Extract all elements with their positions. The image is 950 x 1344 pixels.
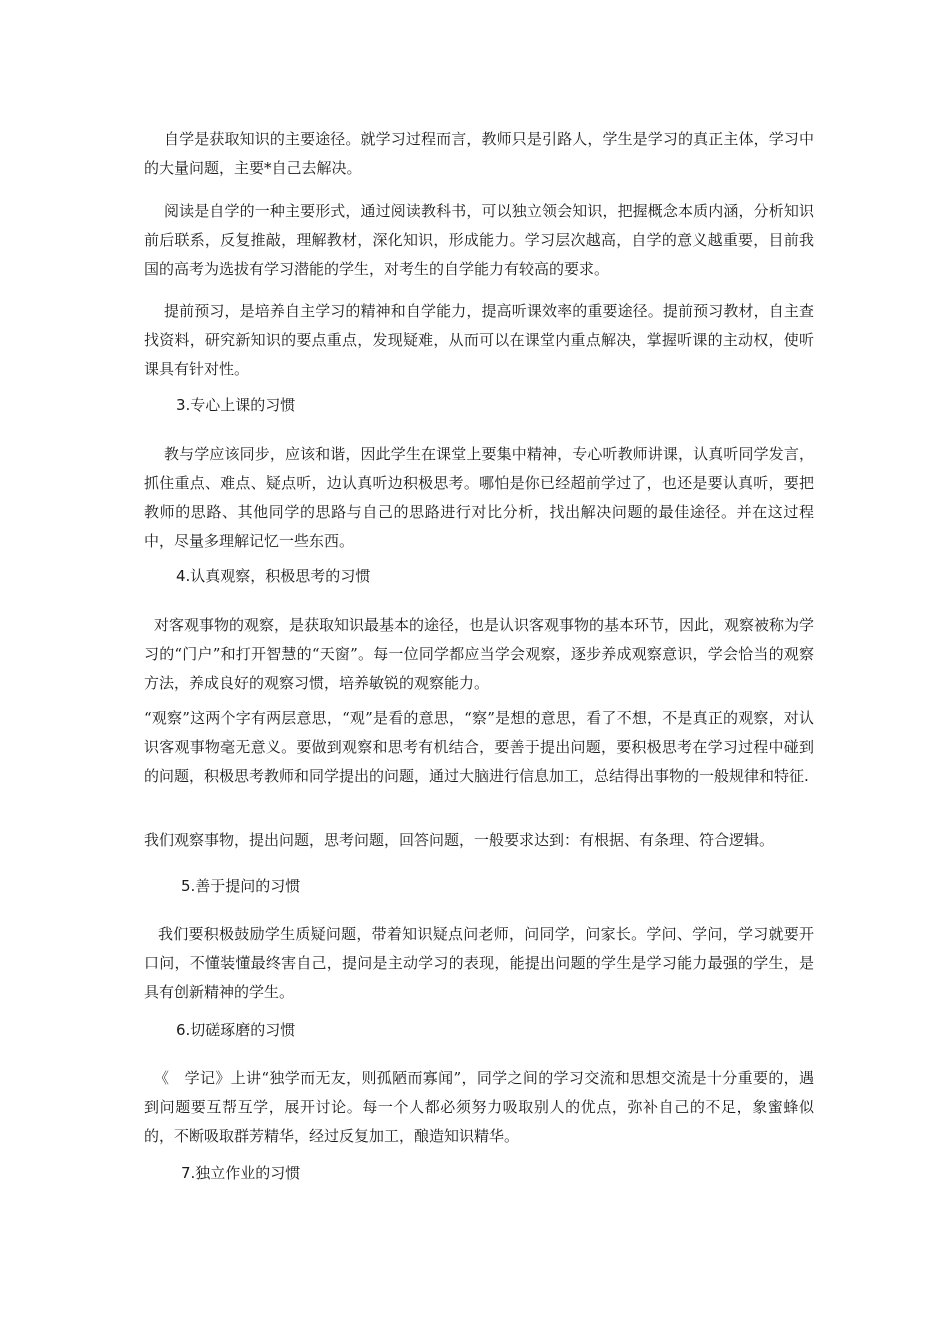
heading-ask-questions: 5.善于提问的习惯 [181,877,301,895]
paragraph-observation-meaning: “观察”这两个字有两层意思，“观”是看的意思，“察”是想的意思，看了不想，不是真正的观察，对认识客观事物毫无意义。要做到观察和思考有机结合，要善于提出问题，要积极思考在学习过程中碰到的问题，积极思考教师和同学提出的问题，通过大脑进行信息加工，总结得出事物的一般规律和特征. [144,709,814,785]
paragraph-discussion: 《 学记》上讲“独学而无友，则孤陋而寡闻”，同学之间的学习交流和思想交流是十分重要的，遇到问题要互帮互学，展开讨论。每一个人都必须努力吸取别人的优点，弥补自己的不足，象蜜蜂似的，不断吸取群芳精华，经过反复加工，酿造知识精华。 [144,1069,814,1145]
paragraph-preview: 提前预习，是培养自主学习的精神和自学能力，提高听课效率的重要途径。提前预习教材，自主查找资料，研究新知识的要点重点，发现疑难，从而可以在课堂内重点解决，掌握听课的主动权，使听课具有针对性。 [144,302,814,378]
heading-independent-homework: 7.独立作业的习惯 [181,1164,301,1182]
paragraph-self-study: 自学是获取知识的主要途径。就学习过程而言，教师只是引路人，学生是学习的真正主体，学习中的大量问题，主要*自己去解决。 [144,130,814,177]
paragraph-answer-requirements: 我们观察事物，提出问题，思考问题，回答问题，一般要求达到：有根据、有条理、符合逻辑。 [144,831,775,849]
heading-discussion: 6.切磋琢磨的习惯 [176,1021,296,1039]
paragraph-reading: 阅读是自学的一种主要形式，通过阅读教科书，可以独立领会知识，把握概念本质内涵，分析知识前后联系，反复推敲，理解教材，深化知识，形成能力。学习层次越高，自学的意义越重要，目前我国的高考为选拔有学习潜能的学生，对考生的自学能力有较高的要求。 [144,202,814,278]
paragraph-ask-questions: 我们要积极鼓励学生质疑问题，带着知识疑点问老师，问同学，问家长。学问、学问，学习就要开口问，不懂装懂最终害自己，提问是主动学习的表现，能提出问题的学生是学习能力最强的学生，是具有创新精神的学生。 [144,925,814,1001]
heading-observe-think: 4.认真观察，积极思考的习惯 [176,567,371,585]
paragraph-observation: 对客观事物的观察，是获取知识最基本的途径，也是认识客观事物的基本环节，因此，观察被称为学习的“门户”和打开智慧的“天窗”。每一位同学都应当学会观察，逐步养成观察意识，学会恰当的观察方法，养成良好的观察习惯，培养敏锐的观察能力。 [144,616,815,692]
paragraph-focus-in-class: 教与学应该同步，应该和谐，因此学生在课堂上要集中精神，专心听教师讲课，认真听同学发言，抓住重点、难点、疑点听，边认真听边积极思考。哪怕是你已经超前学过了，也还是要认真听，要把教师的思路、其他同学的思路与自己的思路进行对比分析，找出解决问题的最佳途径。并在这过程中，尽量多理解记忆一些东西。 [144,445,814,550]
heading-focus-in-class: 3.专心上课的习惯 [176,396,296,414]
